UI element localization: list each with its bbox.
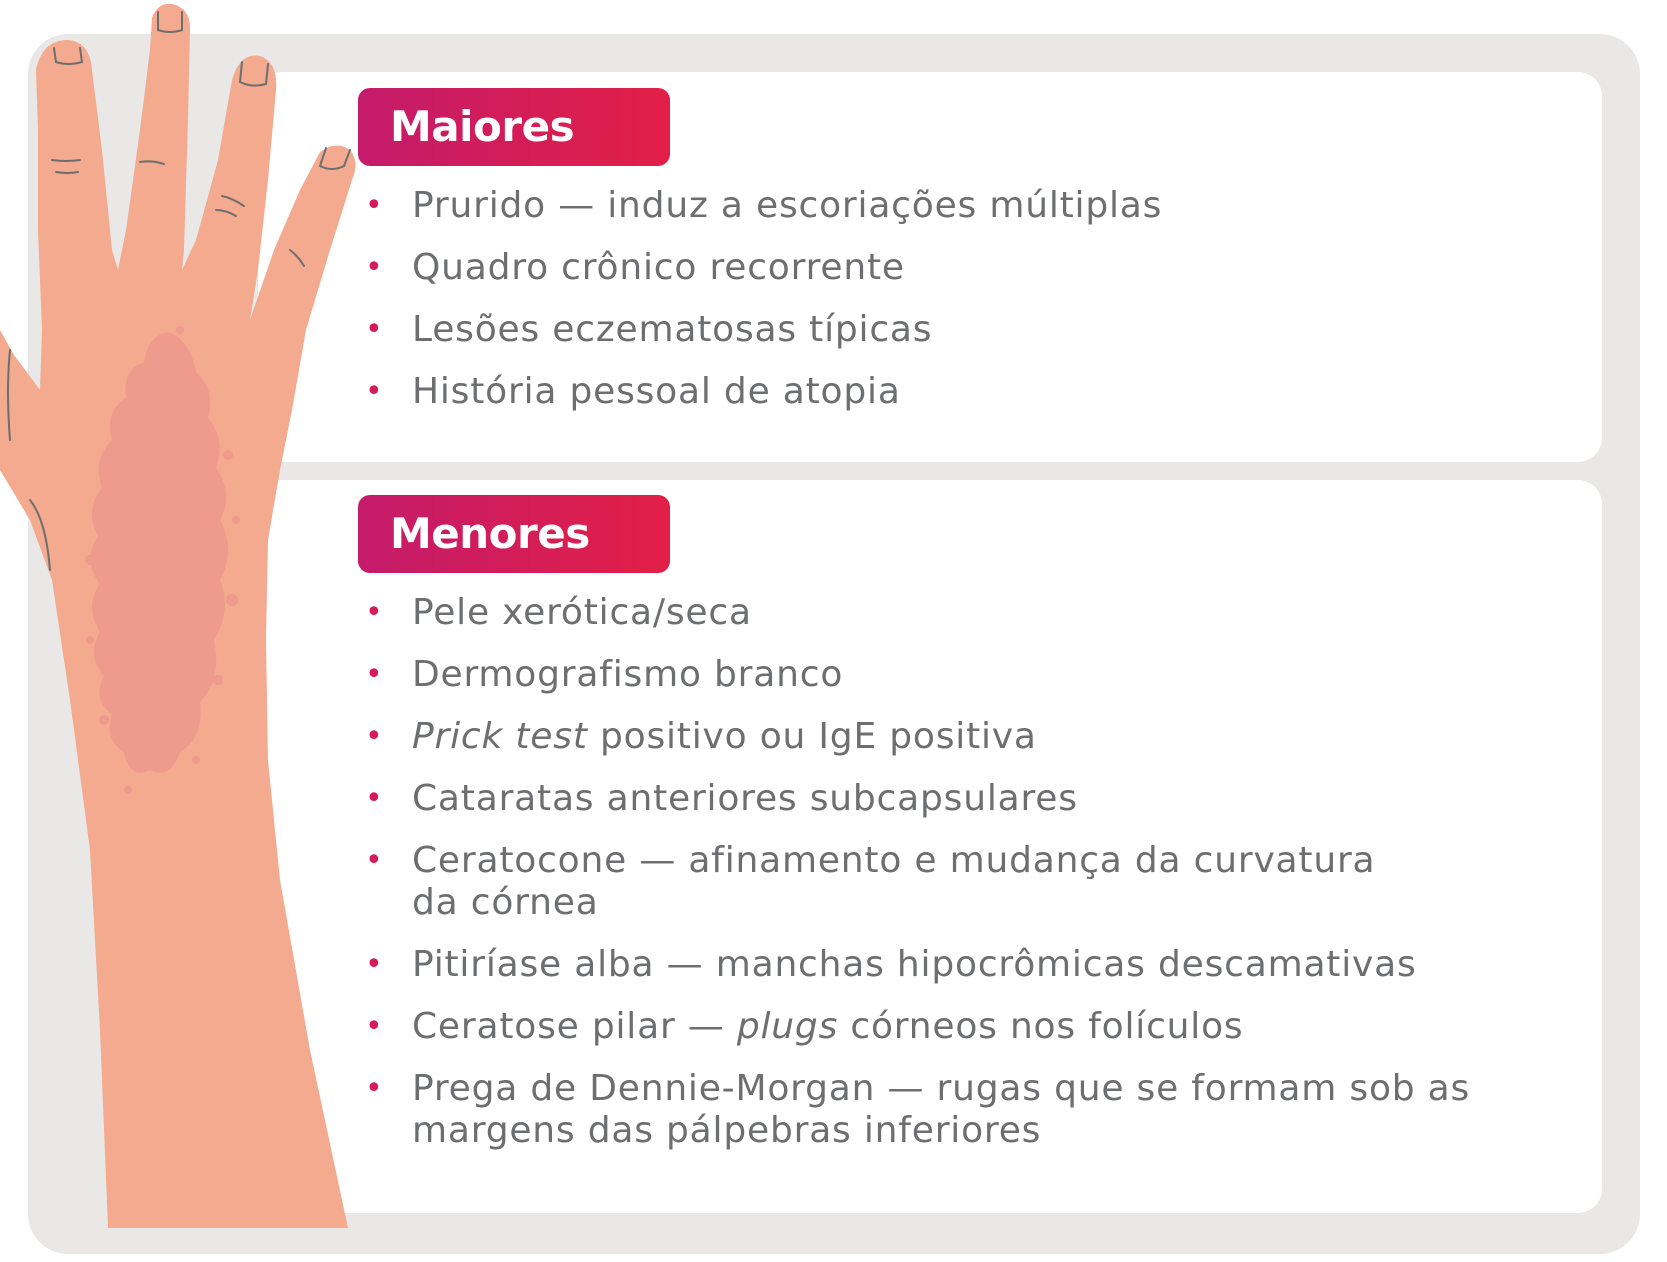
item-text: Lesões eczematosas típicas <box>412 309 933 350</box>
bullet-icon: • <box>365 595 384 630</box>
item-text: Ceratose pilar — <box>412 1006 737 1047</box>
item-text-line1: Ceratocone — afinamento e mudança da curvatura <box>412 840 1376 881</box>
item-text-line1: Prega de Dennie-Morgan — rugas que se formam sob as <box>412 1068 1471 1109</box>
list-item <box>362 840 1602 924</box>
bullet-icon: • <box>365 250 384 285</box>
bullet-icon: • <box>365 312 384 347</box>
bullet-icon: • <box>365 843 384 878</box>
list-item <box>362 247 1602 289</box>
item-text: Quadro crônico recorrente <box>412 247 905 288</box>
list-item <box>362 778 1602 820</box>
item-text: História pessoal de atopia <box>412 371 901 412</box>
list-item <box>362 309 1602 351</box>
bullet-icon: • <box>365 781 384 816</box>
list-item <box>362 185 1602 227</box>
minor-criteria-list <box>362 592 1602 1172</box>
minor-heading-badge: Menores <box>358 495 670 573</box>
item-text-line2: margens das pálpebras inferiores <box>412 1110 1042 1151</box>
list-item <box>362 1068 1602 1152</box>
item-text: Pele xerótica/seca <box>412 592 752 633</box>
item-text: positivo ou IgE positiva <box>587 716 1037 757</box>
list-item <box>362 654 1602 696</box>
bullet-icon: • <box>365 1071 384 1106</box>
list-item <box>362 1006 1602 1048</box>
bullet-icon: • <box>365 188 384 223</box>
item-text-line2: da córnea <box>412 882 599 923</box>
hand-with-eczema-illustration <box>0 0 380 1262</box>
item-text: Prurido — induz a escoriações múltiplas <box>412 185 1163 226</box>
item-text-italic: Prick test <box>412 716 588 757</box>
item-text: Pitiríase alba — manchas hipocrômicas descamativas <box>412 944 1417 985</box>
list-item <box>362 944 1602 986</box>
bullet-icon: • <box>365 719 384 754</box>
list-item <box>362 371 1602 413</box>
bullet-icon: • <box>365 1009 384 1044</box>
item-text-italic: plugs <box>736 1006 839 1047</box>
bullet-icon: • <box>365 947 384 982</box>
item-text: córneos nos folículos <box>838 1006 1244 1047</box>
item-text: Cataratas anteriores subcapsulares <box>412 778 1078 819</box>
list-item <box>362 716 1602 758</box>
bullet-icon: • <box>365 657 384 692</box>
list-item <box>362 592 1602 634</box>
major-criteria-list <box>362 185 1602 433</box>
major-heading-badge: Maiores <box>358 88 670 166</box>
item-text: Dermografismo branco <box>412 654 844 695</box>
bullet-icon: • <box>365 374 384 409</box>
